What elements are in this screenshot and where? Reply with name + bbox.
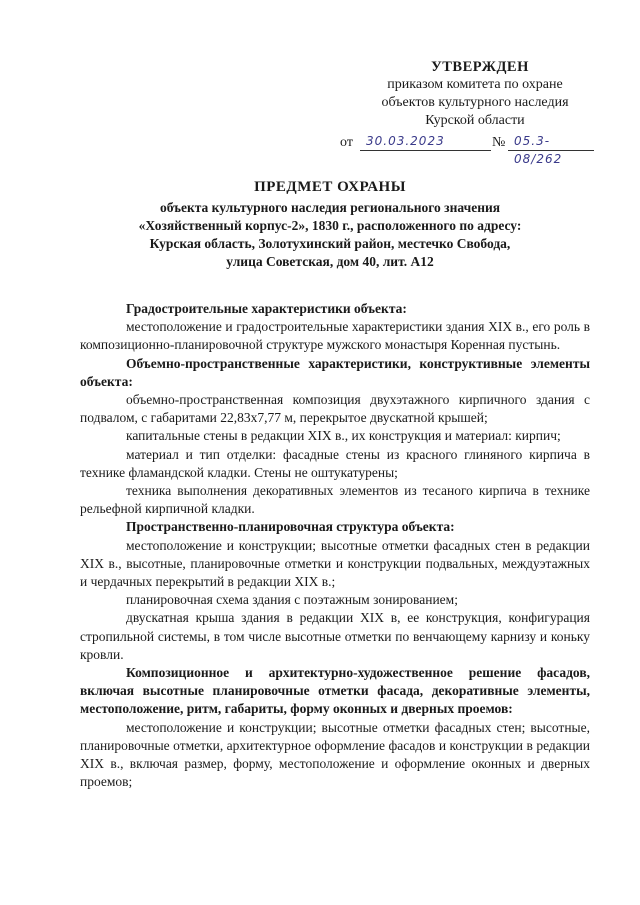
approval-block [340, 58, 590, 166]
document-body [80, 300, 590, 791]
approval-heading: УТВЕРЖДЕН [431, 59, 529, 75]
date-value: 30.03.2023 [360, 132, 491, 151]
paragraph: местоположение и градостроительные характеристики здания XIX в., его роль в композиционно-планировочной структуре мужского монастыря Коренная пустынь. [80, 319, 590, 353]
document-subtitle [60, 199, 600, 271]
section-heading: Композиционное и архитектурно-художественное решение фасадов, включая высотные планировочные отметки фасада, декоративные элементы, местоположение, ритм, габариты, форму оконных и дверных проемов: [80, 665, 590, 717]
approval-line-2: объектов культурного наследия [381, 95, 569, 110]
subtitle-line-1: объекта культурного наследия регионального значения [159, 200, 501, 215]
date-label: от [340, 135, 353, 150]
section-heading: Градостроительные характеристики объекта: [126, 301, 407, 316]
approval-line-1: приказом комитета по охране [387, 77, 563, 92]
paragraph: планировочная схема здания с поэтажным зонированием; [126, 592, 458, 608]
subtitle-line-4: улица Советская, дом 40, лит. А12 [226, 254, 434, 269]
paragraph: местоположение и конструкции; высотные отметки фасадных стен; высотные, планировочные отметки, архитектурное оформление фасадов и конструкции в редакции XIX в., включая размер, форму, местоположение и оформление оконных и дверных проемов; [80, 719, 590, 790]
document-title: ПРЕДМЕТ ОХРАНЫ [254, 179, 406, 195]
subtitle-line-2: «Хозяйственный корпус-2», 1830 г., расположенного по адресу: [138, 218, 522, 233]
number-value: 05.3-08/262 [508, 132, 594, 151]
approval-line-3: Курской области [425, 113, 525, 128]
subtitle-line-3: Курская область, Золотухинский район, местечко Свобода, [149, 236, 511, 251]
approval-signature-line [340, 132, 590, 166]
paragraph: двускатная крыша здания в редакции XIX в, ее конструкция, конфигурация стропильной системы, в том числе высотные отметки по венчающему карнизу и коньку кровли. [80, 610, 590, 662]
number-label: № [492, 135, 506, 150]
paragraph: техника выполнения декоративных элементов из тесаного кирпича в технике рельефной кирпичной кладки. [80, 483, 590, 517]
paragraph: местоположение и конструкции; высотные отметки фасадных стен в редакции XIX в., высотные, планировочные отметки и конструкции подвальных, междуэтажных и чердачных перекрытий в редакции XIX в.; [80, 537, 590, 590]
paragraph: капитальные стены в редакции XIX в., их конструкция и материал: кирпич; [126, 428, 561, 444]
section-heading: Пространственно-планировочная структура объекта: [126, 519, 455, 535]
section-heading: Объемно-пространственные характеристики, конструктивные элементы объекта: [80, 355, 590, 389]
paragraph: объемно-пространственная композиция двухэтажного кирпичного здания с подвалом, с габаритами 22,83х7,77 м, перекрытое двускатной крышей; [80, 392, 590, 426]
paragraph: материал и тип отделки: фасадные стены из красного глиняного кирпича в технике фламандской кладки. Стены не оштукатурены; [80, 446, 590, 480]
